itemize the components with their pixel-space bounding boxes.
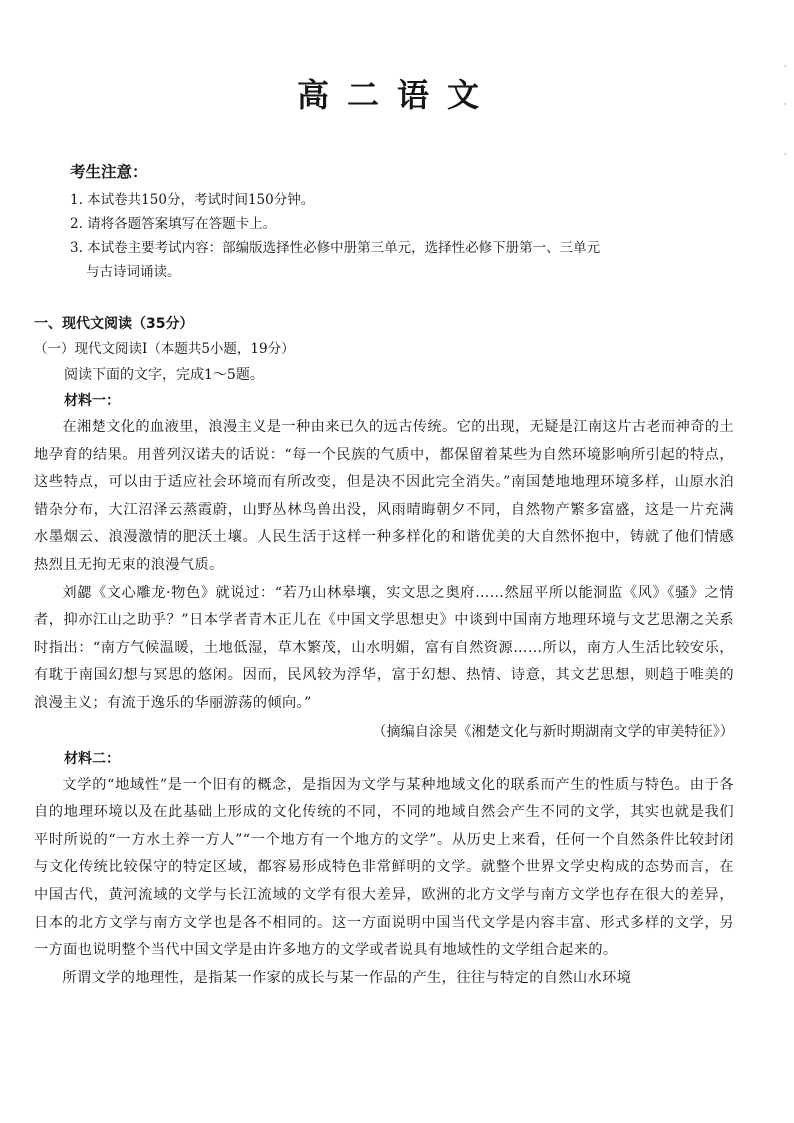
- reading-instruction: 阅读下面的文字，完成1～5题。: [64, 367, 264, 383]
- material2-paragraph: 文学的“地域性”是一个旧有的概念，是指因为文学与某种地域文化的联系而产生的性质与特色。由于各自的地理环境以及在此基础上形成的文化传统的不同，不同的地域自然会产生不同的文学，其实也就是我们平时所说的“一方水土养一方人”“一个地方有一个地方的文学”。从历史上来看，任何一个自然条件比较封闭与文化传统比较保守的特定区域，都容易形成特色非常鲜明的文学。就整个世界文学史构成的态势而言，在中国古代，黄河流域的文学与长江流域的文学有很大差异，欧洲的北方文学与南方文学也存在很大的差异，日本的北方文学与南方文学也是各不相同的。这一方面说明中国当代文学是内容丰富、形式多样的文学，另一方面也说明整个当代中国文学是由许多地方的文学或者说具有地域性的文学组合起来的。: [34, 776, 734, 959]
- material1-paragraph: 刘勰《文心雕龙·物色》就说过：“若乃山林皋壤，实文思之奥府……然屈平所以能洞监《风》《骚》之情者，抑亦江山之助乎？”日本学者青木正儿在《中国文学思想史》中谈到中国南方地理环境与文艺思潮之关系时指出：“南方气候温暖，土地低湿，草木繁茂，山水明媚，富有自然资源……所以，南方人生活比较安乐，有耽于南国幻想与冥思的悠闲。因而，民风较为浮华，富于幻想、热情、诗意，其文艺思想，则趋于唯美的浪漫主义；有流于逸乐的华丽游荡的倾向。”: [34, 584, 734, 711]
- page-title: 高二语文: [296, 76, 497, 114]
- edge-artifact: ·: [784, 100, 787, 109]
- edge-artifact: ·: [784, 62, 787, 71]
- edge-artifact: ·: [784, 150, 787, 159]
- notice-heading: 考生注意：: [70, 163, 148, 181]
- notice-item: 3. 本试卷主要考试内容：部编版选择性必修中册第三单元，选择性必修下册第一、三单元: [70, 240, 601, 256]
- material2-heading: 材料二：: [64, 750, 120, 767]
- material1-paragraph: 在湘楚文化的血液里，浪漫主义是一种由来已久的远古传统。它的出现，无疑是江南这片古老而神奇的土地孕育的结果。用普列汉诺夫的话说：“每一个民族的气质中，都保留着某些为自然环境影响所引起的特点，这些特点，可以由于适应社会环境而有所改变，但是决不因此完全消失。”南国楚地地理环境多样，山原水泊错杂分布，大江沼泽云蒸霞蔚，山野丛林鸟兽出没，风雨晴晦朝夕不同，自然物产繁多富盛，这是一片充满水墨烟云、浪漫激情的肥沃土壤。人民生活于这样一种多样化的和谐优美的大自然怀抱中，铸就了他们情感热烈且无拘无束的浪漫气质。: [34, 419, 734, 573]
- material1-heading: 材料一：: [64, 393, 120, 409]
- notice-item-continuation: 与古诗词诵读。: [86, 264, 181, 280]
- material2-paragraph: 所谓文学的地理性，是指某一作家的成长与某一作品的产生，往往与特定的自然山水环境: [62, 969, 632, 986]
- section-modern-reading: [34, 312, 734, 992]
- material1-source: （摘编自涂昊《湘楚文化与新时期湖南文学的审美特征》）: [372, 723, 734, 740]
- notice-item: 1. 本试卷共150分，考试时间150分钟。: [70, 192, 315, 208]
- notice-item: 2. 请将各题答案填写在答题卡上。: [70, 216, 277, 232]
- candidate-notice: [70, 160, 750, 284]
- section-heading: 一、现代文阅读（35分）: [34, 316, 194, 332]
- subsection-heading: （一）现代文阅读Ⅰ（本题共5小题，19分）: [34, 341, 295, 357]
